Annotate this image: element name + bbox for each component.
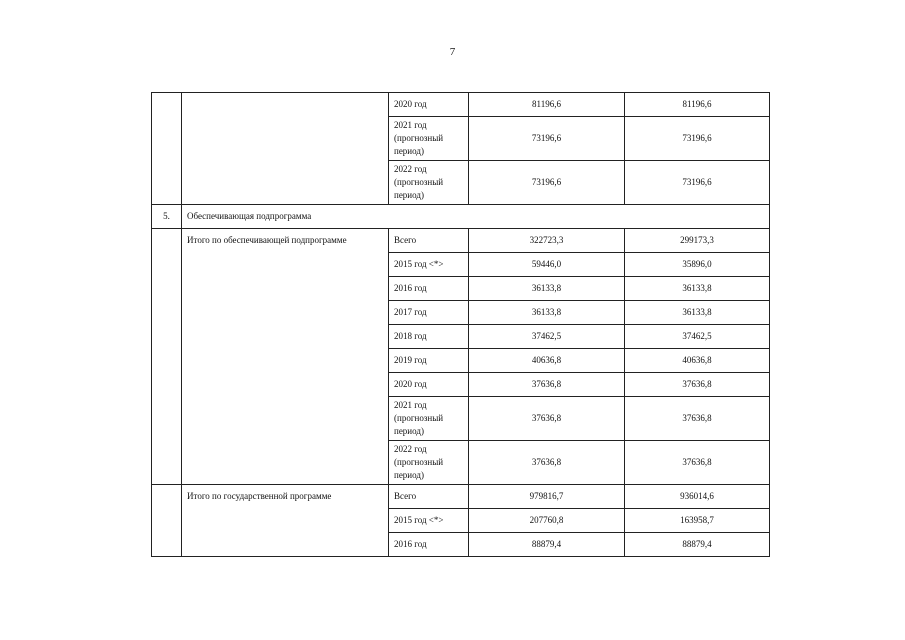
period-cell: 2015 год <*> bbox=[389, 509, 469, 533]
value-cell: 59446,0 bbox=[469, 253, 625, 277]
period-cell: 2020 год bbox=[389, 93, 469, 117]
value-cell: 207760,8 bbox=[469, 509, 625, 533]
row-number-cell bbox=[152, 485, 182, 557]
period-cell: 2015 год <*> bbox=[389, 253, 469, 277]
value-cell: 936014,6 bbox=[625, 485, 770, 509]
budget-table bbox=[151, 92, 770, 557]
value-cell: 81196,6 bbox=[469, 93, 625, 117]
program-total-name: Итого по государственной программе bbox=[182, 485, 389, 557]
period-cell: 2019 год bbox=[389, 349, 469, 373]
value-cell: 299173,3 bbox=[625, 229, 770, 253]
period-cell: 2018 год bbox=[389, 325, 469, 349]
subprogram-total-name: Итого по обеспечивающей подпрограмме bbox=[182, 229, 389, 485]
period-cell: 2022 год (прогнозный период) bbox=[389, 441, 469, 485]
period-cell: 2021 год (прогнозный период) bbox=[389, 397, 469, 441]
table-row bbox=[152, 229, 770, 253]
section-header-row bbox=[152, 205, 770, 229]
section-title: Обеспечивающая подпрограмма bbox=[182, 205, 770, 229]
value-cell: 40636,8 bbox=[625, 349, 770, 373]
period-cell: 2020 год bbox=[389, 373, 469, 397]
value-cell: 88879,4 bbox=[469, 533, 625, 557]
page-number: 7 bbox=[449, 46, 456, 58]
value-cell: 36133,8 bbox=[625, 301, 770, 325]
period-cell: Всего bbox=[389, 229, 469, 253]
value-cell: 37636,8 bbox=[625, 373, 770, 397]
value-cell: 322723,3 bbox=[469, 229, 625, 253]
row-number-cell bbox=[152, 93, 182, 205]
row-number-cell bbox=[152, 229, 182, 485]
value-cell: 36133,8 bbox=[625, 277, 770, 301]
value-cell: 37462,5 bbox=[625, 325, 770, 349]
period-cell: 2016 год bbox=[389, 533, 469, 557]
value-cell: 36133,8 bbox=[469, 301, 625, 325]
value-cell: 73196,6 bbox=[625, 161, 770, 205]
period-cell: 2017 год bbox=[389, 301, 469, 325]
period-cell: 2021 год (прогнозный период) bbox=[389, 117, 469, 161]
section-number: 5. bbox=[152, 205, 182, 229]
value-cell: 37636,8 bbox=[469, 397, 625, 441]
value-cell: 163958,7 bbox=[625, 509, 770, 533]
value-cell: 73196,6 bbox=[625, 117, 770, 161]
value-cell: 37636,8 bbox=[625, 397, 770, 441]
value-cell: 35896,0 bbox=[625, 253, 770, 277]
value-cell: 36133,8 bbox=[469, 277, 625, 301]
value-cell: 37462,5 bbox=[469, 325, 625, 349]
row-name-cell bbox=[182, 93, 389, 205]
value-cell: 979816,7 bbox=[469, 485, 625, 509]
value-cell: 37636,8 bbox=[469, 441, 625, 485]
table-row bbox=[152, 93, 770, 117]
value-cell: 73196,6 bbox=[469, 161, 625, 205]
table-row bbox=[152, 485, 770, 509]
value-cell: 40636,8 bbox=[469, 349, 625, 373]
period-cell: Всего bbox=[389, 485, 469, 509]
value-cell: 37636,8 bbox=[625, 441, 770, 485]
period-cell: 2016 год bbox=[389, 277, 469, 301]
value-cell: 81196,6 bbox=[625, 93, 770, 117]
value-cell: 88879,4 bbox=[625, 533, 770, 557]
value-cell: 73196,6 bbox=[469, 117, 625, 161]
value-cell: 37636,8 bbox=[469, 373, 625, 397]
period-cell: 2022 год (прогнозный период) bbox=[389, 161, 469, 205]
